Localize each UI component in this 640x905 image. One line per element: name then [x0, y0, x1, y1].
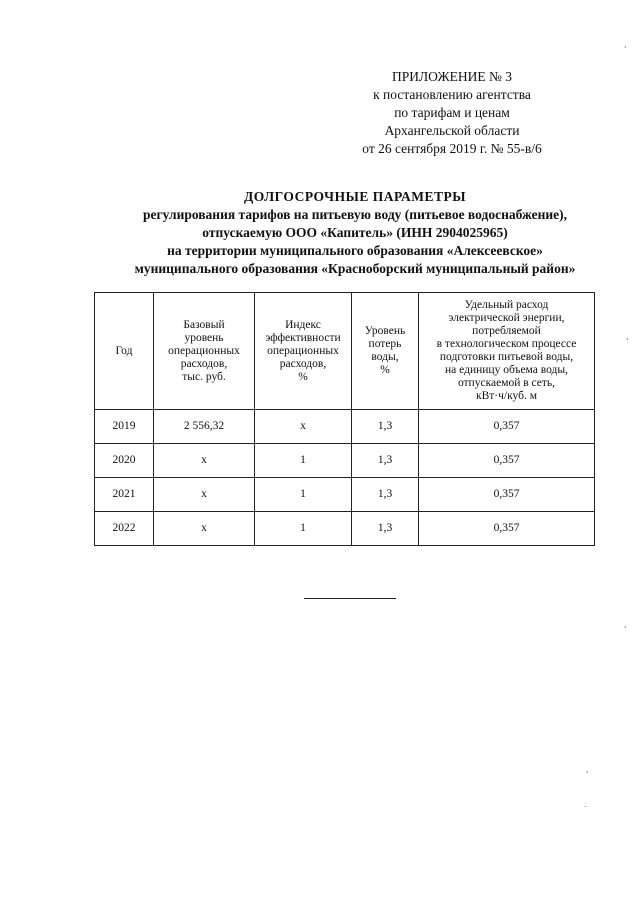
- cell-base-level: х: [154, 478, 255, 512]
- appendix-block: [322, 68, 582, 158]
- cell-efficiency-index: 1: [255, 512, 352, 546]
- document-heading: [90, 188, 620, 278]
- cell-efficiency-index: 1: [255, 444, 352, 478]
- header-base-level: Базовый уровень операционных расходов, тыс. руб.: [154, 293, 255, 410]
- cell-efficiency-index: х: [255, 410, 352, 444]
- header-energy-consumption: Удельный расход электрической энергии, потребляемой в технологическом процессе подготовки питьевой воды, на единицу объема воды, отпускаемой в сеть, кВт·ч/куб. м: [419, 293, 595, 410]
- scan-speck: .: [584, 800, 587, 809]
- cell-year: 2020: [95, 444, 154, 478]
- scan-speck: ': [586, 770, 589, 779]
- cell-base-level: х: [154, 512, 255, 546]
- cell-year: 2021: [95, 478, 154, 512]
- cell-water-loss: 1,3: [352, 478, 419, 512]
- scan-speck: ,: [626, 332, 629, 341]
- cell-year: 2022: [95, 512, 154, 546]
- heading-line: на территории муниципального образования «Алексеевское»: [167, 243, 543, 258]
- cell-base-level: х: [154, 444, 255, 478]
- cell-energy-consumption: 0,357: [419, 444, 595, 478]
- cell-energy-consumption: 0,357: [419, 478, 595, 512]
- table-row: [95, 512, 595, 546]
- cell-water-loss: 1,3: [352, 444, 419, 478]
- header-efficiency-index: Индекс эффективности операционных расходов, %: [255, 293, 352, 410]
- appendix-title: ПРИЛОЖЕНИЕ № 3: [391, 69, 513, 84]
- scan-speck: ': [624, 625, 627, 634]
- heading-line: отпускаемую ООО «Капитель» (ИНН 2904025965): [202, 225, 508, 240]
- appendix-date-line: от 26 сентября 2019 г. № 55-в/6: [362, 141, 542, 156]
- scan-speck: ,: [624, 40, 627, 49]
- heading-line: регулирования тарифов на питьевую воду (питьевое водоснабжение),: [142, 207, 568, 222]
- heading-line: муниципального образования «Красноборский муниципальный район»: [134, 261, 576, 276]
- appendix-line: Архангельской области: [384, 123, 520, 138]
- document-title: ДОЛГОСРОЧНЫЕ ПАРАМЕТРЫ: [244, 189, 466, 204]
- cell-base-level: 2 556,32: [154, 410, 255, 444]
- table-row: [95, 478, 595, 512]
- cell-year: 2019: [95, 410, 154, 444]
- appendix-line: по тарифам и ценам: [394, 105, 510, 120]
- table-row: [95, 410, 595, 444]
- header-year: Год: [95, 293, 154, 410]
- cell-water-loss: 1,3: [352, 410, 419, 444]
- cell-efficiency-index: 1: [255, 478, 352, 512]
- parameters-table: [94, 292, 595, 546]
- appendix-line: к постановлению агентства: [373, 87, 531, 102]
- cell-energy-consumption: 0,357: [419, 512, 595, 546]
- cell-energy-consumption: 0,357: [419, 410, 595, 444]
- header-water-loss: Уровень потерь воды, %: [352, 293, 419, 410]
- cell-water-loss: 1,3: [352, 512, 419, 546]
- table-header-row: [95, 293, 595, 410]
- table-row: [95, 444, 595, 478]
- signature-divider-line: [304, 598, 396, 599]
